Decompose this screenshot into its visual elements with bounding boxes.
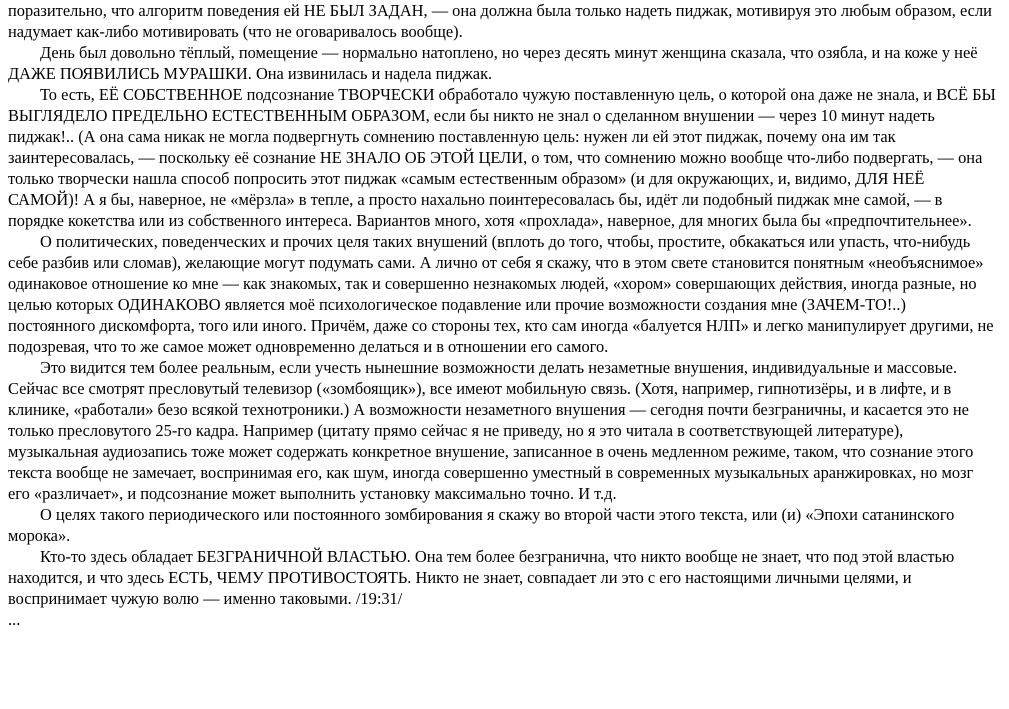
paragraph: О целях такого периодического или постоянного зомбирования я скажу во второй части этого текста, или (и) «Эпохи сатанинского морока». — [8, 505, 955, 545]
paragraph: День был довольно тёплый, помещение — нормально натоплено, но через десять минут женщина сказала, что озябла, и на коже у неё ДАЖЕ ПОЯВИЛИСЬ МУРАШКИ. Она извинилась и надела пиджак. — [8, 43, 978, 83]
paragraph: То есть, ЕЁ СОБСТВЕННОЕ подсознание ТВОРЧЕСКИ обработало чужую поставленную цель, о которой она даже не знала, и ВСЁ БЫ ВЫГЛЯДЕЛО ПРЕДЕЛЬНО ЕСТЕСТВЕННЫМ ОБРАЗОМ, если бы никто не знал о сделанном внушении — через 10 минут надеть пиджак!.. (А она сама никак не могла подвергнуть сомнению поставленную цель: нужен ли ей этот пиджак, почему она им так заинтересовалась, — поскольку её сознание НЕ ЗНАЛО ОБ ЭТОЙ ЦЕЛИ, о том, что сомнению можно вообще что-либо подвергать, — она только творчески нашла способ попросить этот пиджак «самым естественным образом» (и для окружающих, и, видимо, ДЛЯ НЕЁ САМОЙ)! А я бы, наверное, не «мёрзла» в тепле, а просто нахально поинтересовалась бы, идёт ли подобный пиджак мне самой, — в порядке кокетства или из собственного интереса. Вариантов много, хотя «прохлада», наверное, для многих была бы «предпочтительнее». — [8, 85, 996, 230]
paragraph: Это видится тем более реальным, если учесть нынешние возможности делать незаметные внушения, индивидуальные и массовые. Сейчас все смотрят пресловутый телевизор («зомбоящик»), все имеют мобильную связь. (Хотя, например, гипнотизёры, и в лифте, и в клинике, «работали» безо всякой технотроники.) А возможности незаметного внушения — сегодня почти безграничны, и касается это не только пресловутого 25-го кадра. Например (цитату прямо сейчас я не приведу, но я это читала в соответствующей литературе), музыкальная аудиозапись тоже может содержать конкретное внушение, записанное в очень медленном режиме, таком, что сознание этого текста вообще не замечает, воспринимая его, как шум, иногда совершенно уместный в современных музыкальных аранжировках, но мозг его «различает», и подсознание может выполнить установку максимально точно. И т.д. — [8, 358, 974, 503]
paragraph: поразительно, что алгоритм поведения ей НЕ БЫЛ ЗАДАН, — она должна была только надеть пиджак, мотивируя это любым образом, если надумает как-либо мотивировать (что не оговаривалось вообще). — [8, 1, 992, 41]
trailing-ellipsis: ... — [8, 610, 21, 629]
paragraph: О политических, поведенческих и прочих целя таких внушений (вплоть до того, чтобы, простите, обкакаться или упасть, что-нибудь себе разбив или сломав), желающие могут подумать сами. А лично от себя я скажу, что в этом свете становится понятным «необъяснимое» одинаковое отношение ко мне — как знакомых, так и совершенно незнакомых людей, «хором» совершающих действия, иногда разные, но целью которых ОДИНАКОВО является моё психологическое подавление или прочие возможности создания мне (ЗАЧЕМ-ТО!..) постоянного дискомфорта, того или иного. Причём, даже со стороны тех, кто сам иногда «балуется НЛП» и легко манипулирует другими, не подозревая, что то же самое может одновременно делаться и в отношении его самого. — [8, 232, 994, 356]
paragraph: Кто-то здесь обладает БЕЗГРАНИЧНОЙ ВЛАСТЬЮ. Она тем более безгранична, что никто вообще не знает, что под этой властью находится, и что здесь ЕСТЬ, ЧЕМУ ПРОТИВОСТОЯТЬ. Никто не знает, совпадает ли это с его настоящими личными целями, и воспринимает чужую волю — именно таковыми. /19:31/ — [8, 547, 955, 608]
